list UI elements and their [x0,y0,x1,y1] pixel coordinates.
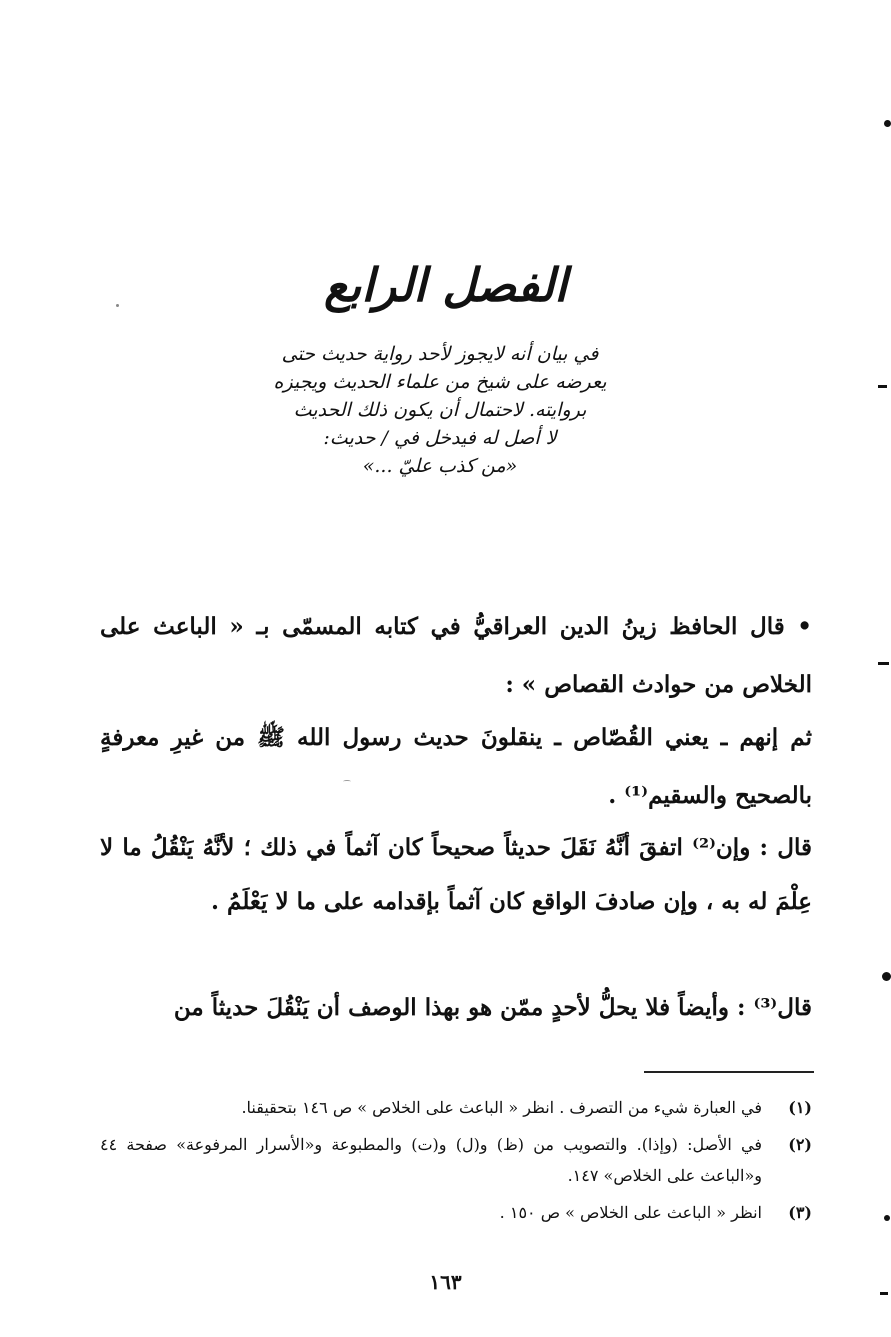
chapter-subtitle [220,340,660,480]
scan-artifact [878,662,889,665]
scan-artifact [878,385,887,388]
footnote [100,1092,812,1123]
scan-artifact [116,304,119,307]
subtitle-line: لا أصل له فيدخل في / حديث: [323,427,557,449]
footnote-text: في العبارة شيء من التصرف . انظر « الباعث على الخلاص » ص ١٤٦ بتحقيقنا. [241,1098,762,1117]
subtitle-line: بروايته. لاحتمال أن يكون ذلك الحديث [293,399,587,421]
footnote-divider [644,1071,814,1073]
footnote-text: في الأصل: (وإذا). والتصويب من (ظ) و(ل) و(ت) والمطبوعة و«الأسرار المرفوعة» صفحة ٤٤ و«الباعث على الخلاص» ١٤٧. [100,1135,762,1185]
scan-artifact [884,1215,890,1221]
footnote [100,1197,812,1228]
body-paragraph: ثم إنهم ـ يعني القُصّاص ـ ينقلونَ حديث رسول الله ﷺ من غيرِ معرفةٍ بالصحيح والسقيم⁽¹⁾ . [100,724,812,809]
footnote-number: (٣) [788,1203,812,1222]
subtitle-line: في بيان أنه لايجوز لأحد رواية حديث حتى [281,343,599,365]
body-paragraph: قال : وإن⁽²⁾ اتفقَ أنَّهُ نَقَلَ حديثاً صحيحاً كان آثماً في ذلك ؛ لأنَّهُ يَنْقُلُ ما لا عِلْمَ له به ، وإن صادفَ الواقع كان آثماً بإقدامه على ما لا يَعْلَمُ . [100,834,812,915]
footnote-text: انظر « الباعث على الخلاص » ص ١٥٠ . [499,1203,762,1222]
footnote-number: (٢) [788,1135,812,1154]
footnote-number: (١) [788,1098,812,1117]
page-number: ١٦٣ [429,1270,462,1294]
scan-artifact [343,780,351,783]
body-paragraph: قال⁽³⁾ : وأيضاً فلا يحلُّ لأحدٍ ممّن هو بهذا الوصف أن يَنْقُلَ حديثاً من [173,994,812,1021]
footnote [100,1129,812,1191]
scan-artifact [880,1292,888,1295]
footnotes [100,1092,812,1234]
scan-artifact [882,972,891,981]
subtitle-line: يعرضه على شيخ من علماء الحديث ويجيزه [273,371,607,393]
subtitle-line: «من كذب عليّ ...» [362,455,518,477]
body-paragraph: • قال الحافظ زينُ الدين العراقيُّ في كتابه المسمّى بـ « الباعث على الخلاص من حوادث القصاص » : [100,613,812,698]
scan-artifact [884,120,891,127]
chapter-title: الفصل الرابع [323,258,568,312]
